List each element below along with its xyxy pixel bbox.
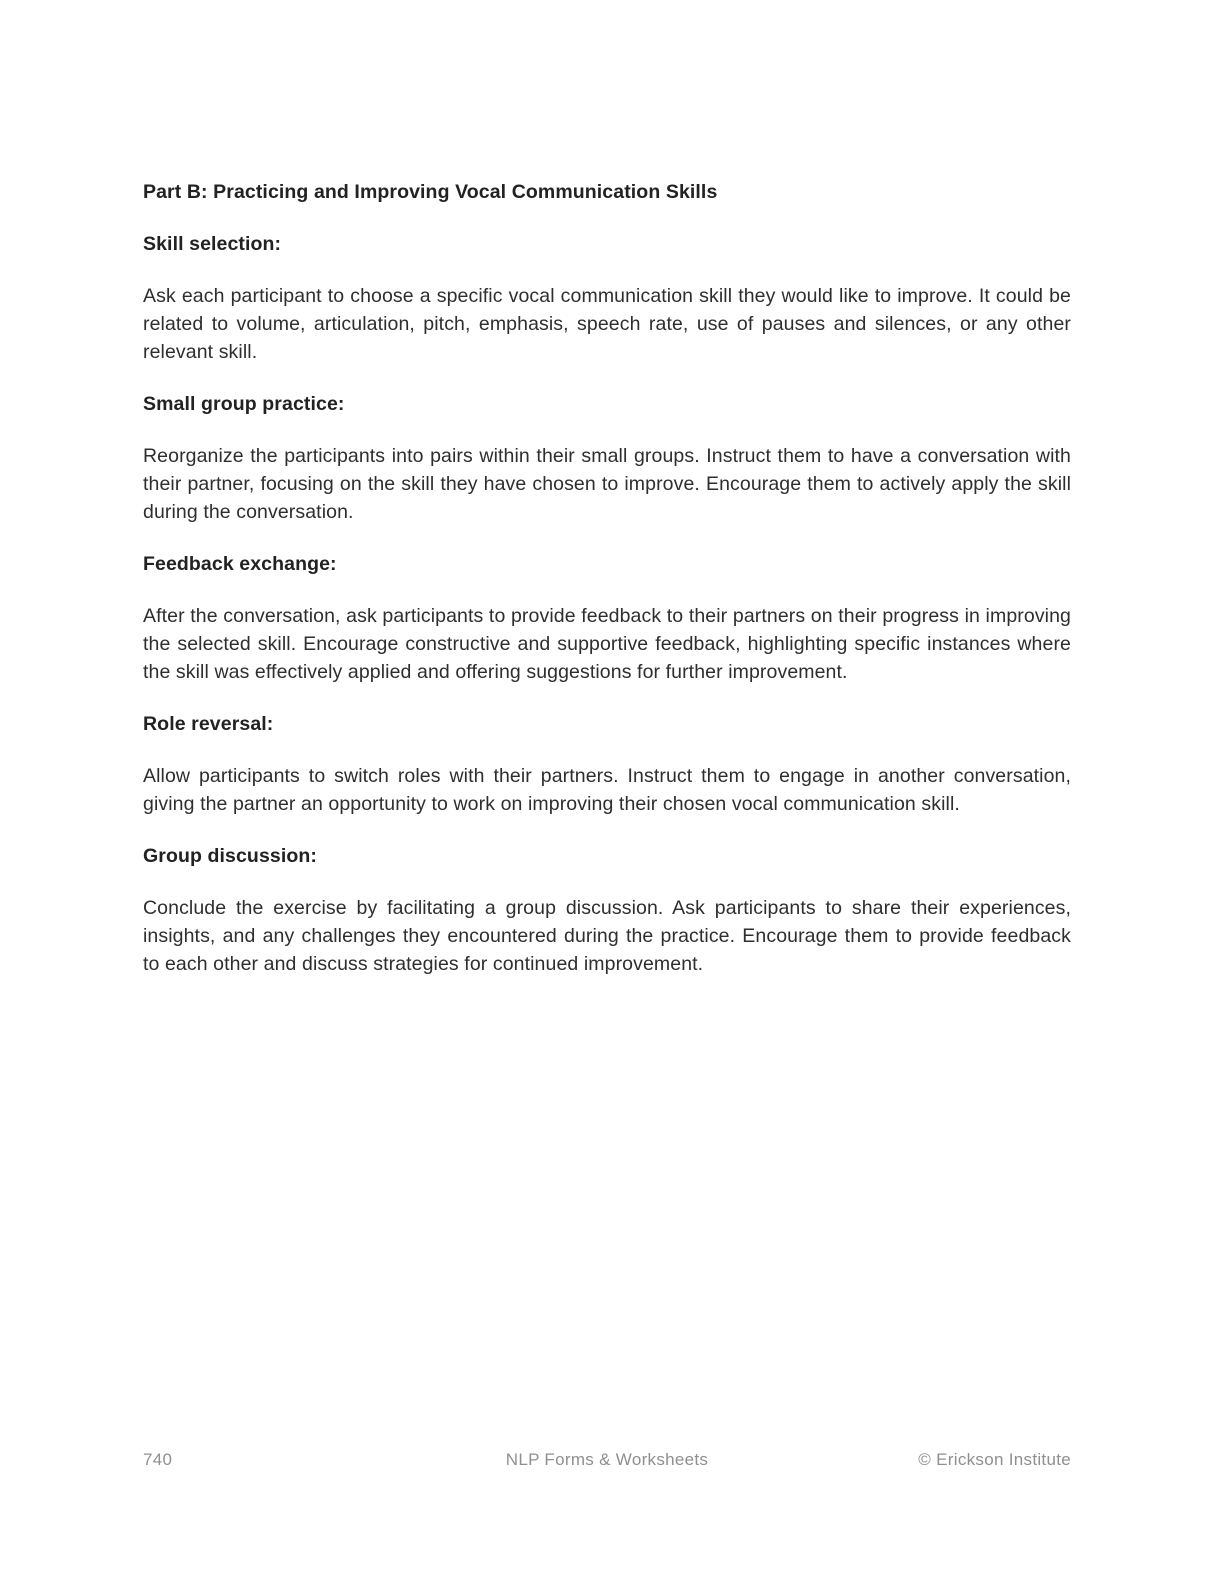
footer-copyright: © Erickson Institute [918,1448,1071,1472]
page-content [143,178,1071,1002]
section-heading-skill-selection: Skill selection: [143,233,282,255]
section-body-skill-selection: Ask each participant to choose a specific vocal communication skill they would like to improve. It could be related to volume, articulation, pitch, emphasis, speech rate, use of pauses and silences, or any other relevant skill. [143,285,1071,363]
page-footer [143,1448,1071,1472]
section-body-small-group-practice: Reorganize the participants into pairs within their small groups. Instruct them to have a conversation with their partner, focusing on the skill they have chosen to improve. Encourage them to actively apply the skill during the conversation. [143,445,1071,523]
section-heading-group-discussion: Group discussion: [143,845,317,867]
page-title: Part B: Practicing and Improving Vocal Communication Skills [143,181,718,203]
footer-page-number: 740 [143,1448,172,1472]
section-body-role-reversal: Allow participants to switch roles with their partners. Instruct them to engage in another conversation, giving the partner an opportunity to work on improving their chosen vocal communication skill. [143,765,1071,815]
section-heading-role-reversal: Role reversal: [143,713,274,735]
section-heading-feedback-exchange: Feedback exchange: [143,553,337,575]
footer-book-title: NLP Forms & Worksheets [505,1450,709,1469]
section-heading-small-group-practice: Small group practice: [143,393,345,415]
section-body-group-discussion: Conclude the exercise by facilitating a group discussion. Ask participants to share their experiences, insights, and any challenges they encountered during the practice. Encourage them to provide feedback to each other and discuss strategies for continued improvement. [143,897,1071,975]
section-body-feedback-exchange: After the conversation, ask participants to provide feedback to their partners on their progress in improving the selected skill. Encourage constructive and supportive feedback, highlighting specific instances where the skill was effectively applied and offering suggestions for further improvement. [143,605,1071,683]
